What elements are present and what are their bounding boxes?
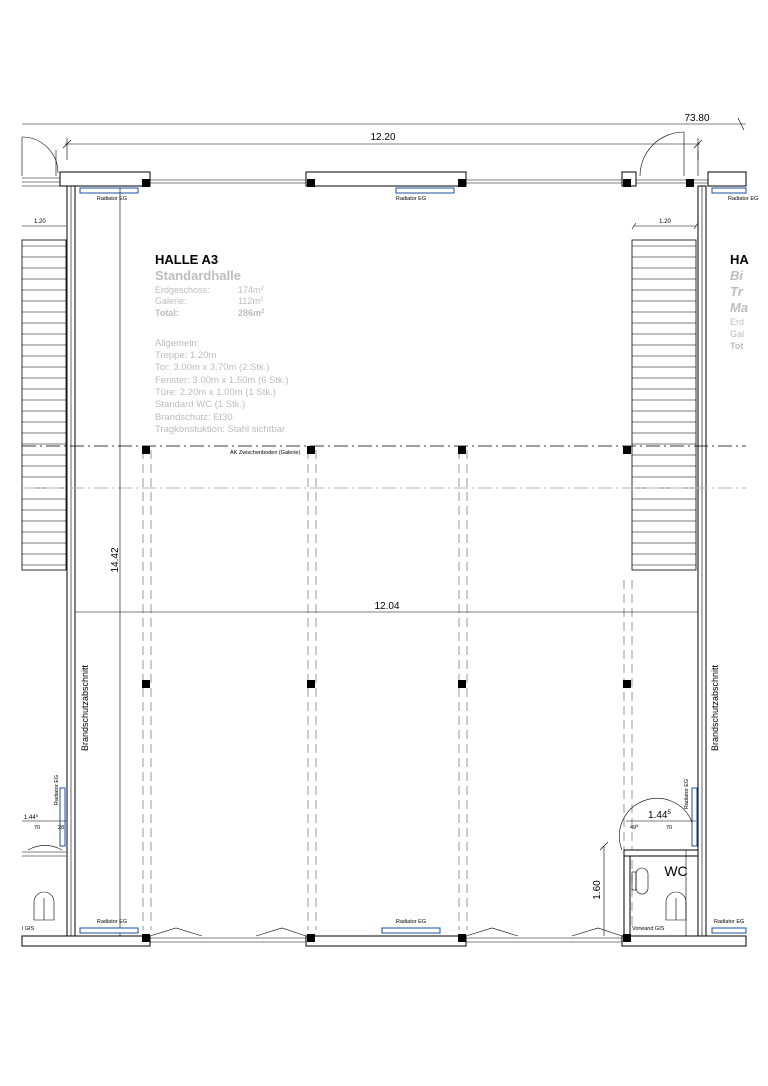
area-label-1: Galerie: <box>155 296 187 306</box>
steel-column-icon <box>142 446 631 688</box>
inner-width-dimension <box>75 601 698 612</box>
neighbor-info <box>730 252 749 351</box>
dim-top-width: 12.20 <box>370 132 396 143</box>
svg-text:Radiator EG: Radiator EG <box>714 919 745 925</box>
inner-depth-dimension <box>110 188 121 936</box>
general-item: Tor: 3.00m x 3.70m (2 Stk.) <box>155 362 270 373</box>
radiator-bottom-right <box>712 919 746 933</box>
svg-text:Erd: Erd <box>730 317 745 327</box>
svg-text:Radiator EG: Radiator EG <box>395 919 427 925</box>
svg-text:70: 70 <box>666 825 673 831</box>
door-swing-icon <box>640 132 698 176</box>
dim-top-overall: 73.80 <box>684 113 710 124</box>
stair-width-right <box>632 219 698 229</box>
svg-text:Bi: Bi <box>730 268 743 283</box>
area-value-0: $174m^2$ <box>238 285 264 295</box>
general-item: Brandschutz: EI30 <box>155 412 233 423</box>
svg-text:Ma: Ma <box>730 300 749 315</box>
stair-icon <box>22 240 66 570</box>
neighbor-title: HA <box>730 252 749 267</box>
fire-right-label: Brandschutzabschnitt <box>710 664 720 752</box>
radiator-bottom-mid <box>382 919 440 933</box>
stair-icon <box>632 240 696 570</box>
svg-text:Tr: Tr <box>730 284 743 299</box>
fire-left-label: Brandschutzabschnitt <box>80 664 90 752</box>
svg-text:70: 70 <box>34 825 41 831</box>
svg-text:Radiator EG: Radiator EG <box>395 196 427 202</box>
gallery-axis-label: AK Zwischenboden (Galerie) <box>230 450 301 456</box>
svg-text:Radiator EG: Radiator EG <box>728 196 759 202</box>
radiator-bottom-left <box>80 919 138 933</box>
general-item: Fenster: 3.00m x 1.50m (6 Stk.) <box>155 375 289 386</box>
general-item: Treppe: 1.20m <box>155 350 217 361</box>
svg-text:Radiator EG: Radiator EG <box>684 778 690 810</box>
hall-subtitle: Standardhalle <box>155 268 241 283</box>
svg-text:1.20: 1.20 <box>34 219 46 225</box>
toilet-icon <box>632 868 648 894</box>
svg-text:28: 28 <box>58 825 65 831</box>
top-width-dimension <box>63 132 702 160</box>
stair-width-left <box>22 219 66 226</box>
radiator-top-right <box>712 188 758 202</box>
wc-label: WC <box>664 863 688 879</box>
svg-text:1.20: 1.20 <box>659 219 671 225</box>
svg-text:Radiator EG: Radiator EG <box>96 196 128 202</box>
wc-depth-dimension <box>592 842 608 936</box>
svg-text:1.445: 1.44$^5$ <box>648 810 671 821</box>
wc-room <box>624 850 698 938</box>
radiator-side-left <box>54 775 65 846</box>
radiator-top-mid <box>396 188 454 202</box>
top-wall <box>22 172 746 187</box>
svg-text:12.04: 12.04 <box>374 601 400 612</box>
vorwand-left: l GIS <box>22 926 35 932</box>
left-wall <box>67 186 75 938</box>
hall-info <box>155 252 289 435</box>
vorwand-right: Vorwand GIS <box>632 926 665 932</box>
hall-title: HALLE A3 <box>155 252 219 267</box>
beam-lines <box>143 450 632 930</box>
right-wall <box>698 186 706 938</box>
top-overall-dimension <box>22 113 746 130</box>
area-value-1: $112m^2$ <box>238 296 264 306</box>
radiator-side-right <box>684 779 697 846</box>
svg-text:495: $49^5$ <box>630 823 639 831</box>
svg-text:1.445: 1.44$^5$ <box>24 813 38 821</box>
svg-text:Gal: Gal <box>730 329 745 339</box>
svg-text:Tot: Tot <box>730 341 744 351</box>
general-item: Standard WC (1 Stk.) <box>155 399 246 410</box>
area-label-2: Total: <box>155 308 179 318</box>
svg-text:14.42: 14.42 <box>110 547 121 573</box>
left-small-dimensions <box>22 813 66 856</box>
svg-text:Radiator EG: Radiator EG <box>96 919 128 925</box>
area-label-0: Erdgeschoss: <box>155 285 210 295</box>
radiator-top-left <box>80 188 138 202</box>
general-heading: Allgemein: <box>155 338 200 349</box>
svg-text:Radiator EG: Radiator EG <box>54 774 60 806</box>
general-item: Tragkonstuktion: Stahl sichtbar <box>155 424 286 435</box>
svg-text:1.60: 1.60 <box>592 880 603 900</box>
left-wc-fixture <box>22 892 54 932</box>
general-item: Türe: 2.20m x 1.00m (1 Stk.) <box>155 387 276 398</box>
area-value-2: $286m^2$ <box>238 308 265 318</box>
door-swing-icon <box>22 137 58 176</box>
